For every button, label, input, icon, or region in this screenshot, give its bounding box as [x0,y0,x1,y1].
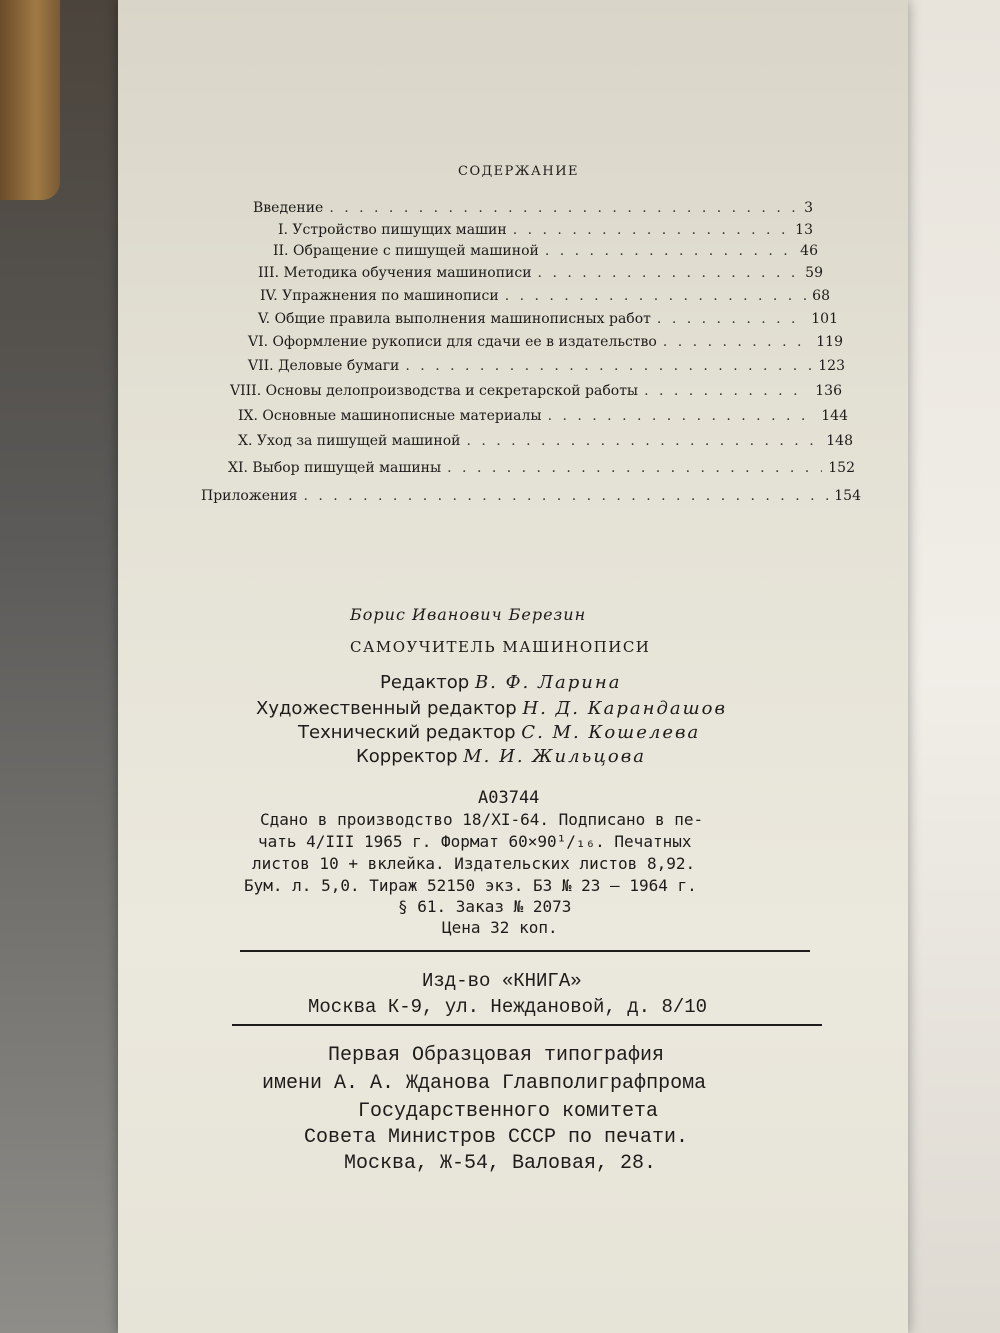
credit-name: М. И. Жильцова [463,746,646,767]
imprint-line: листов 10 + вклейка. Издательских листов 8,92. [252,854,696,873]
toc-leader-dots [538,265,800,281]
toc-entry-title: VI. Оформление рукописи для сдачи ее в издательство [248,334,657,350]
toc-entry-title: Приложения [201,488,298,504]
toc-entry-page: 123 [818,358,845,374]
divider [240,950,810,952]
toc-leader-dots [663,334,810,350]
credit-line [256,698,727,719]
toc-title: СОДЕРЖАНИЕ [458,164,580,179]
credit-line [356,746,646,767]
printer-line: Москва, Ж-54, Валовая, 28. [344,1152,657,1175]
toc-entry-title: IV. Упражнения по машинописи [260,288,499,304]
book-author: Борис Иванович Березин [350,605,587,624]
toc-leader-dots [548,408,816,424]
toc-entry-title: IX. Основные машинописные материалы [238,408,542,424]
imprint-line: § 61. Заказ № 2073 [398,897,572,916]
printer-line: Государственного комитета [358,1100,659,1123]
toc-entry-title: VII. Деловые бумаги [248,358,400,374]
toc-entry-page: 59 [805,265,823,281]
toc-entry-page: 3 [804,200,813,216]
toc-leader-dots [303,488,828,504]
credit-line [380,672,621,693]
book-title: САМОУЧИТЕЛЬ МАШИНОПИСИ [350,638,651,656]
imprint-line: чать 4/III 1965 г. Формат 60×90¹/₁₆. Печатных [258,832,692,851]
toc-entry [258,311,838,327]
toc-entry-title: III. Методика обучения машинописи [258,265,532,281]
toc-leader-dots [513,222,789,238]
toc-leader-dots [644,383,809,399]
toc-entry-page: 13 [795,222,813,238]
toc-entry [273,243,818,259]
publisher-name: Изд-во «КНИГА» [422,970,582,992]
toc-entry-title: X. Уход за пишущей машиной [238,433,461,449]
toc-entry-title: I. Устройство пишущих машин [278,222,507,238]
toc-leader-dots [405,358,812,374]
credit-role: Художественный редактор [256,698,517,719]
toc-entry-page: 136 [815,383,842,399]
toc-entry [238,433,853,449]
toc-entry-page: 148 [826,433,853,449]
credit-name: В. Ф. Ларина [474,672,622,693]
book-page [118,0,908,1333]
toc-entry [228,460,855,476]
toc-entry-page: 144 [821,408,848,424]
toc-leader-dots [657,311,805,327]
toc-entry [260,288,830,304]
credit-role: Корректор [356,746,458,767]
credit-name: С. М. Кошелева [521,722,701,743]
imprint-price: Цена 32 коп. [442,918,558,937]
toc-entry-title: VIII. Основы делопроизводства и секретарской работы [230,383,639,399]
toc-entry-page: 152 [828,460,855,476]
adjacent-book-edge [0,0,60,200]
toc-entry [253,200,813,216]
printer-line: имени А. А. Жданова Главполиграфпрома [262,1072,707,1095]
divider [232,1024,822,1026]
toc-entry [278,222,813,238]
toc-entry-page: 68 [812,288,830,304]
toc-entry [201,488,861,504]
credit-role: Редактор [380,672,470,693]
printer-line: Совета Министров СССР по печати. [304,1126,689,1149]
toc-leader-dots [505,288,806,304]
toc-entry-page: 101 [811,311,838,327]
toc-entry-page: 46 [800,243,818,259]
imprint-line: Сдано в производство 18/XI-64. Подписано в пе- [260,810,704,829]
toc-entry-title: II. Обращение с пишущей машиной [273,243,539,259]
credit-name: Н. Д. Карандашов [522,698,727,719]
imprint-line: Бум. л. 5,0. Тираж 52150 экз. БЗ № 23 — 1964 г. [244,876,697,895]
toc-leader-dots [466,433,820,449]
toc-entry [248,334,843,350]
toc-entry [230,383,842,399]
toc-leader-dots [545,243,794,259]
toc-entry-title: XI. Выбор пишущей машины [228,460,442,476]
toc-entry [248,358,845,374]
toc-entry-page: 119 [816,334,843,350]
printer-line: Первая Образцовая типография [328,1044,665,1067]
credit-line [298,722,700,743]
publication-code: А03744 [478,788,540,808]
credit-role: Технический редактор [298,722,516,743]
toc-leader-dots [329,200,798,216]
publisher-address: Москва К-9, ул. Неждановой, д. 8/10 [308,996,708,1018]
toc-entry [238,408,848,424]
toc-entry-page: 154 [834,488,861,504]
toc-entry-title: Введение [253,200,324,216]
toc-leader-dots [447,460,822,476]
toc-entry-title: V. Общие правила выполнения машинописных работ [258,311,651,327]
toc-entry [258,265,823,281]
